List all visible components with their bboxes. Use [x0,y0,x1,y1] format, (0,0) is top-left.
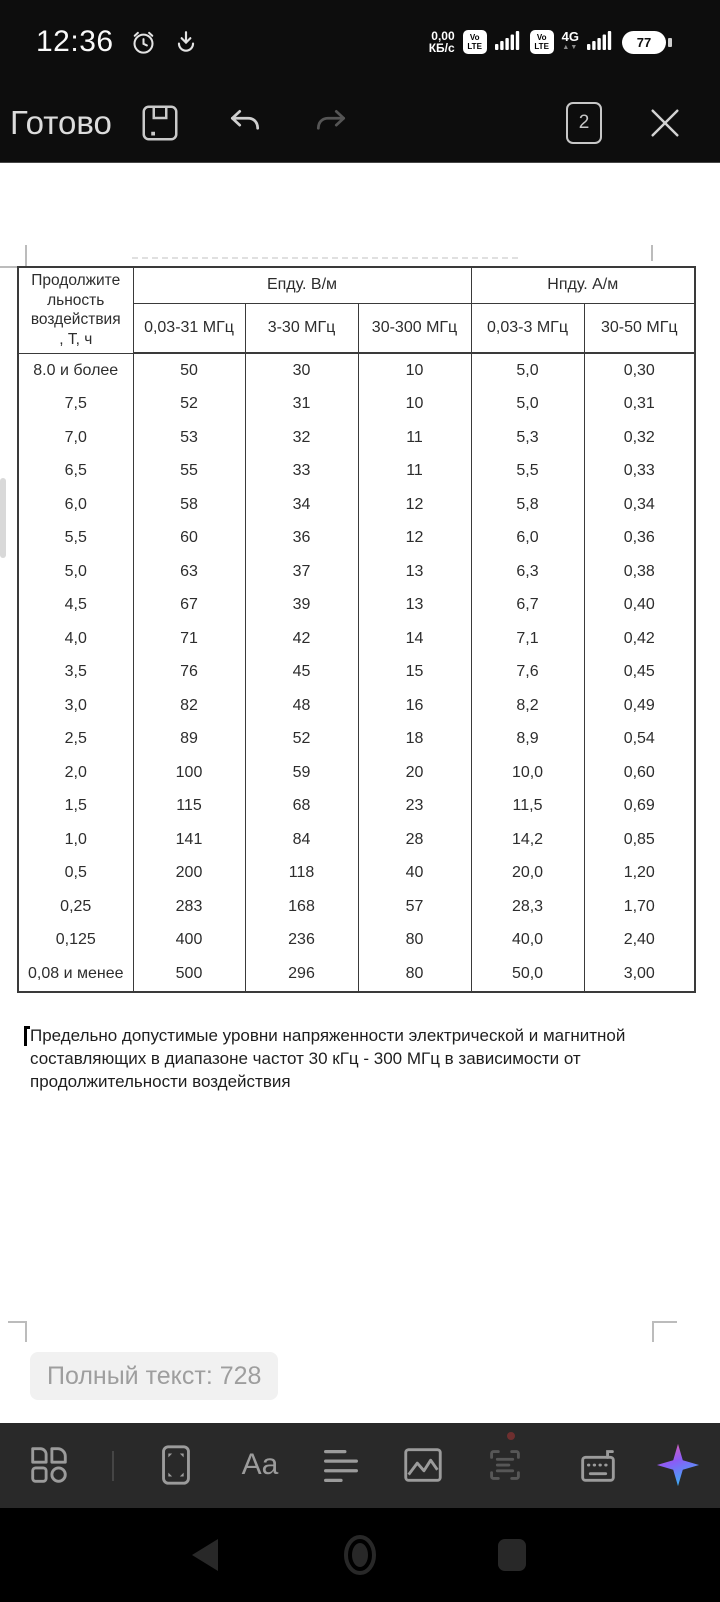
caption-line: составляющих в диапазоне частот 30 кГц - 300 МГц в зависимости от [30,1049,581,1068]
table-header [18,267,695,353]
table-cell[interactable]: 30 [245,353,358,388]
network-speed [429,30,455,54]
sub-header[interactable]: 30-300 МГц [358,303,471,353]
signal-bars-icon-2 [587,30,614,55]
table-cell[interactable]: 20,0 [471,857,584,891]
net-speed-value: 0,00 [431,29,455,43]
table-cell[interactable]: 0,40 [584,589,695,623]
table-cell[interactable]: 57 [358,890,471,924]
table-cell[interactable]: 37 [245,555,358,589]
table-cell-duration[interactable]: 5,5 [18,522,133,556]
keyboard-button[interactable] [570,1436,626,1494]
sub-header[interactable]: 3-30 МГц [245,303,358,353]
table-cell[interactable]: 7,1 [471,622,584,656]
table-row [18,723,695,757]
table-cell[interactable]: 80 [358,957,471,992]
full-text-label: Полный текст: 728 [47,1361,262,1390]
table-cell[interactable]: 0,34 [584,488,695,522]
table-cell[interactable]: 6,3 [471,555,584,589]
exposure-limits-table[interactable] [17,266,696,993]
table-cell[interactable]: 5,3 [471,421,584,455]
sub-header[interactable]: 0,03-31 МГц [133,303,245,353]
table-cell-duration[interactable]: 7,5 [18,388,133,422]
table-row [18,455,695,489]
widgets-button[interactable] [21,1436,77,1494]
table-row [18,555,695,589]
table-row [18,957,695,992]
table-body [18,353,695,992]
table-cell[interactable]: 14,2 [471,823,584,857]
table-row [18,857,695,891]
table-cell[interactable]: 5,0 [471,353,584,388]
group-header-h[interactable]: Нпду. А/м [471,267,695,303]
network-type [562,31,579,53]
page-count-button[interactable] [566,102,602,144]
close-icon[interactable] [646,104,684,142]
table-row [18,388,695,422]
table-cell[interactable]: 0,33 [584,455,695,489]
table-cell[interactable]: 36 [245,522,358,556]
notification-dot [507,1432,515,1440]
table-cell-duration[interactable]: 0,125 [18,924,133,958]
table-cell[interactable]: 40 [358,857,471,891]
table-cell[interactable]: 71 [133,622,245,656]
caption-line: продолжительности воздействия [30,1072,291,1091]
table-cell[interactable]: 236 [245,924,358,958]
table-cell[interactable]: 8,9 [471,723,584,757]
home-button[interactable] [320,1508,400,1602]
table-cell-duration[interactable]: 4,5 [18,589,133,623]
table-cell[interactable]: 32 [245,421,358,455]
table-cell-duration[interactable]: 3,5 [18,656,133,690]
table-cell[interactable]: 0,42 [584,622,695,656]
table-cell-duration[interactable]: 0,08 и менее [18,957,133,992]
editor-bottom-toolbar [0,1423,720,1508]
table-cell[interactable]: 40,0 [471,924,584,958]
table-cell[interactable]: 31 [245,388,358,422]
table-row [18,522,695,556]
row-header-cell[interactable] [18,267,133,353]
table-cell-duration[interactable]: 1,0 [18,823,133,857]
table-cell[interactable]: 52 [245,723,358,757]
table-cell[interactable]: 168 [245,890,358,924]
table-cell[interactable]: 48 [245,689,358,723]
table-cell[interactable]: 5,5 [471,455,584,489]
table-cell[interactable]: 11 [358,455,471,489]
insert-image-button[interactable] [395,1436,451,1494]
table-row [18,924,695,958]
table-cell[interactable]: 68 [245,790,358,824]
top-header [0,0,720,163]
toolbar-divider [112,1451,114,1481]
table-cell[interactable]: 23 [358,790,471,824]
table-cell[interactable]: 12 [358,488,471,522]
table-cell[interactable]: 28 [358,823,471,857]
table-cell[interactable]: 80 [358,924,471,958]
table-cell[interactable]: 6,0 [471,522,584,556]
back-button[interactable] [165,1508,245,1602]
rescan-text-button[interactable] [477,1436,533,1494]
table-caption-text[interactable] [30,1024,625,1093]
table-cell[interactable]: 14 [358,622,471,656]
text-style-button[interactable] [232,1436,288,1494]
row-header-line: льность [47,291,105,309]
status-right-cluster [429,30,672,55]
table-cell[interactable]: 59 [245,756,358,790]
table-cell[interactable]: 11,5 [471,790,584,824]
signal-bars-icon [495,30,522,55]
table-cell[interactable]: 5,0 [471,388,584,422]
group-header-e[interactable]: Епду. В/м [133,267,471,303]
table-cell[interactable]: 58 [133,488,245,522]
table-cell[interactable]: 10 [358,388,471,422]
table-cell[interactable]: 50 [133,353,245,388]
table-cell[interactable]: 52 [133,388,245,422]
table-cell[interactable]: 100 [133,756,245,790]
table-cell[interactable]: 0,45 [584,656,695,690]
save-button[interactable] [140,103,180,143]
table-row [18,589,695,623]
table-cell[interactable]: 11 [358,421,471,455]
volte-bottom: LTE [467,42,482,51]
data-arrows-icon: ▲▼ [562,44,579,51]
table-cell[interactable]: 0,32 [584,421,695,455]
table-cell-duration[interactable]: 5,0 [18,555,133,589]
table-cell[interactable]: 8,2 [471,689,584,723]
table-cell[interactable]: 34 [245,488,358,522]
volte-badge-icon-2 [530,30,554,54]
table-cell[interactable]: 0,54 [584,723,695,757]
table-cell[interactable]: 13 [358,589,471,623]
scroll-indicator[interactable] [0,478,6,558]
table-cell[interactable]: 28,3 [471,890,584,924]
table-cell[interactable]: 63 [133,555,245,589]
table-cell[interactable]: 13 [358,555,471,589]
table-cell[interactable]: 400 [133,924,245,958]
table-row [18,488,695,522]
table-row [18,756,695,790]
table-cell[interactable]: 500 [133,957,245,992]
table-cell[interactable]: 2,40 [584,924,695,958]
table-cell[interactable]: 84 [245,823,358,857]
table-cell[interactable]: 0,30 [584,353,695,388]
status-bar [0,0,720,84]
table-row [18,790,695,824]
table-cell[interactable]: 67 [133,589,245,623]
volte-bottom-2: LTE [534,42,549,51]
table-cell[interactable]: 118 [245,857,358,891]
table-row [18,656,695,690]
table-cell-duration[interactable]: 0,5 [18,857,133,891]
table-cell-duration[interactable]: 3,0 [18,689,133,723]
table-row [18,622,695,656]
status-time: 12:36 [36,25,114,58]
text-cursor [24,1026,27,1046]
table-cell[interactable]: 60 [133,522,245,556]
table-cell[interactable]: 7,6 [471,656,584,690]
table-cell[interactable]: 16 [358,689,471,723]
network-type-label: 4G [561,29,579,44]
caption-line: Предельно допустимые уровни напряженности электрической и магнитной [30,1026,626,1045]
table-cell-duration[interactable]: 1,5 [18,790,133,824]
page-count-label: 2 [578,112,590,133]
recents-button[interactable] [472,1508,552,1602]
page-frame-button[interactable] [148,1436,204,1494]
table-row [18,890,695,924]
table-cell[interactable]: 0,60 [584,756,695,790]
table-cell[interactable]: 39 [245,589,358,623]
volte-top-2: Vo [536,33,547,42]
row-header-line: , Т, ч [59,330,93,348]
table-cell[interactable]: 89 [133,723,245,757]
page-corner-mark [652,1321,677,1342]
table-row [18,823,695,857]
table-cell[interactable]: 0,36 [584,522,695,556]
table-cell-duration[interactable]: 2,5 [18,723,133,757]
table-cell[interactable]: 0,49 [584,689,695,723]
table-cell[interactable]: 0,31 [584,388,695,422]
undo-button[interactable] [226,104,264,142]
table-cell[interactable]: 33 [245,455,358,489]
battery-icon [622,31,672,54]
table-cell-duration[interactable]: 6,5 [18,455,133,489]
table-row [18,421,695,455]
table-cell[interactable]: 3,00 [584,957,695,992]
page-corner-mark [8,1321,27,1342]
table-cell-duration[interactable]: 8.0 и более [18,353,133,388]
page-corner-mark [651,245,653,261]
table-cell[interactable]: 10,0 [471,756,584,790]
table-cell[interactable]: 0,85 [584,823,695,857]
volte-badge-icon [463,30,487,54]
full-text-chip[interactable] [30,1352,278,1400]
table-cell-duration[interactable]: 0,25 [18,890,133,924]
redo-button[interactable] [312,104,350,142]
text-style-label: Aa [241,1448,279,1481]
table-cell-duration[interactable]: 7,0 [18,421,133,455]
sub-header[interactable]: 30-50 МГц [584,303,695,353]
table-cell[interactable]: 45 [245,656,358,690]
paragraph-align-button[interactable] [313,1436,369,1494]
table-row [18,353,695,388]
table-cell[interactable]: 76 [133,656,245,690]
table-cell[interactable]: 20 [358,756,471,790]
sub-header[interactable]: 0,03-3 МГц [471,303,584,353]
android-navbar [0,1508,720,1602]
table-cell[interactable]: 82 [133,689,245,723]
table-cell[interactable]: 50,0 [471,957,584,992]
battery-percent: 77 [636,34,652,50]
table-cell[interactable]: 200 [133,857,245,891]
app-toolbar [0,84,720,162]
table-cell[interactable]: 6,7 [471,589,584,623]
table-cell[interactable]: 10 [358,353,471,388]
table-cell[interactable]: 53 [133,421,245,455]
table-cell[interactable]: 1,70 [584,890,695,924]
done-button[interactable]: Готово [10,104,112,141]
alarm-icon [130,29,157,56]
ai-assistant-button[interactable] [650,1436,706,1494]
table-cell[interactable]: 0,38 [584,555,695,589]
download-icon [173,29,199,55]
row-header-line: воздействия [30,311,121,329]
table-cell-duration[interactable]: 6,0 [18,488,133,522]
table-cell-duration[interactable]: 4,0 [18,622,133,656]
table-cell[interactable]: 141 [133,823,245,857]
ocr-region-dashed-line [132,257,518,259]
net-speed-unit: КБ/с [428,41,455,55]
table-cell[interactable]: 5,8 [471,488,584,522]
table-row [18,689,695,723]
table-cell[interactable]: 55 [133,455,245,489]
table-cell[interactable]: 42 [245,622,358,656]
page-corner-mark [0,245,27,268]
row-header-line: Продолжите [31,272,121,290]
table-cell[interactable]: 15 [358,656,471,690]
table-cell[interactable]: 1,20 [584,857,695,891]
table-cell[interactable]: 296 [245,957,358,992]
table-cell-duration[interactable]: 2,0 [18,756,133,790]
volte-top: Vo [469,33,480,42]
table-cell[interactable]: 18 [358,723,471,757]
table-cell[interactable]: 12 [358,522,471,556]
table-cell[interactable]: 0,69 [584,790,695,824]
table-cell[interactable]: 115 [133,790,245,824]
table-cell[interactable]: 283 [133,890,245,924]
